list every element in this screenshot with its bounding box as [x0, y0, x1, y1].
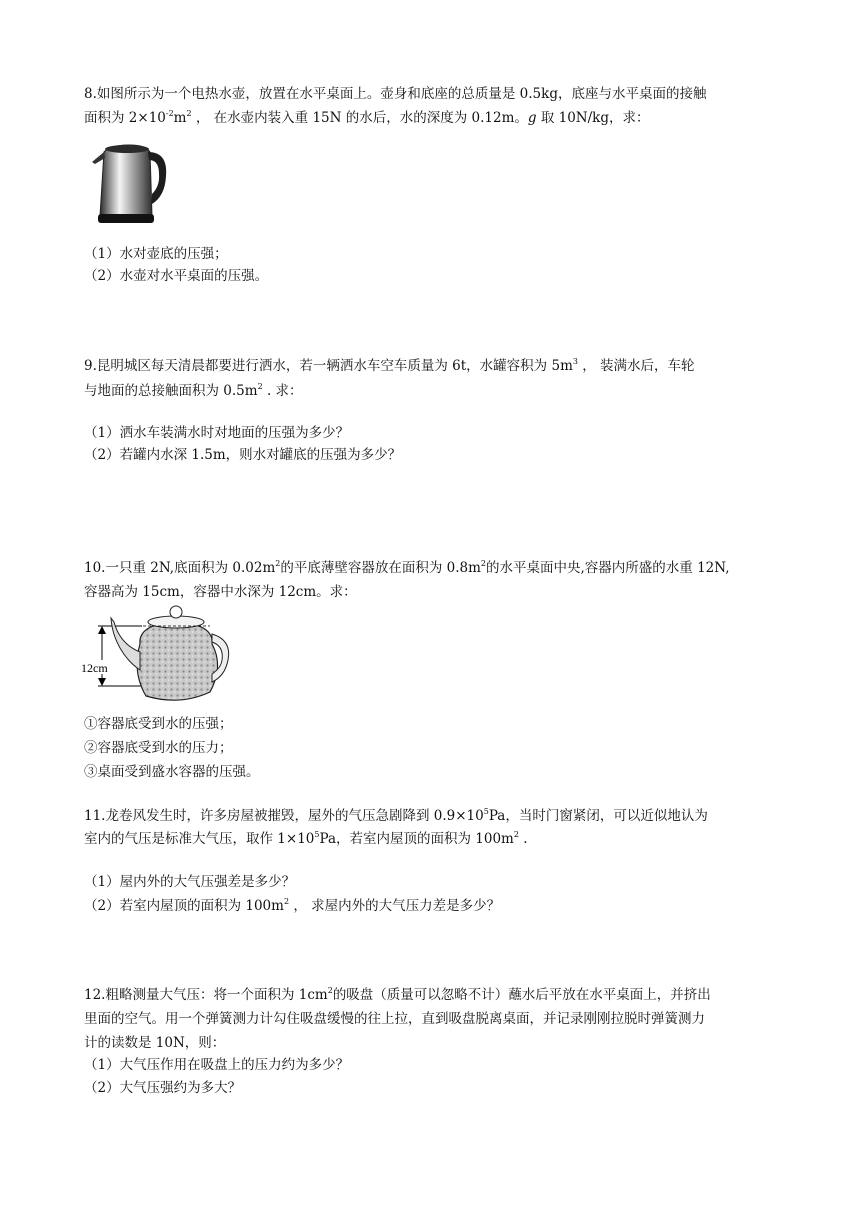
q11-line-1: 11.龙卷风发生时，许多房屋被摧毁，屋外的气压急剧降到 $0.9\times 10^5Pa$，当时门窗紧闭，可以近似地认为	[84, 807, 708, 824]
q8-sub-1: （1）水对壶底的压强；	[84, 246, 228, 262]
teapot-figure	[80, 604, 230, 708]
q9-sub-2: （2）若罐内水深 1.5m，则水对罐底的压强为多少？	[84, 447, 402, 463]
q12-line-2: 里面的空气。用一个弹簧测力计勾住吸盘缓慢的往上拉，直到吸盘脱离桌面，并记录刚刚拉脱时弹簧测力	[84, 1011, 705, 1027]
q12-sub-2: （2）大气压强约为多大？	[84, 1080, 242, 1096]
teapot-depth-label: 12cm	[81, 661, 108, 675]
q10-sub-1: ①容器底受到水的压强；	[84, 716, 233, 732]
q9-sub-1: （1）洒水车装满水时对地面的压强为多少？	[84, 425, 350, 441]
q8-sub-2: （2）水壶对水平桌面的压强。	[84, 268, 269, 284]
q12-sub-1: （1）大气压作用在吸盘上的压力约为多少？	[84, 1057, 350, 1073]
q11-line-2: 室内的气压是标准大气压，取作 $1\times 10^5Pa$，若室内屋顶的面积为 $100m^2$ .	[84, 830, 528, 847]
q9-line-2: 与地面的总接触面积为 $0.5m^2$ . 求：	[84, 382, 303, 399]
q8-line-1: 8.如图所示为一个电热水壶，放置在水平桌面上。壶身和底座的总质量是 0.5kg，底座与水平桌面的接触	[84, 86, 707, 102]
q12-line-3: 计的读数是 10N，则：	[84, 1035, 226, 1051]
q8-line-2: 面积为 $2\times 10^{-2}m^2$ ， 在水壶内装入重 15N 的水后，水的深度为 0.12m。g 取 10N/kg，求：	[84, 109, 650, 126]
q11-sub-1: （1）屋内外的大气压强差是多少？	[84, 874, 296, 890]
q12-line-1: 12.粗略测量大气压：将一个面积为 $1cm^2$的吸盘（质量可以忽略不计）蘸水后平放在水平桌面上，并挤出	[84, 986, 711, 1003]
q10-sub-3: ③桌面受到盛水容器的压强。	[84, 764, 260, 780]
q11-sub-2: （2）若室内屋顶的面积为 $100m^2$ ， 求屋内外的大气压力差是多少？	[84, 897, 501, 914]
electric-kettle-image	[86, 140, 170, 228]
q10-line-2: 容器高为 15cm，容器中水深为 12cm。求：	[84, 584, 357, 600]
q10-line-1: 10.一只重 2N,底面积为 $0.02m^2$的平底薄壁容器放在面积为 $0.8m^2$的水平桌面中央,容器内所盛的水重 12N,	[84, 559, 730, 576]
q9-line-1: 9.昆明城区每天清晨都要进行洒水，若一辆洒水车空车质量为 6t，水罐容积为 $5m^3$ ， 装满水后，车轮	[84, 357, 695, 374]
q10-sub-2: ②容器底受到水的压力；	[84, 740, 233, 756]
